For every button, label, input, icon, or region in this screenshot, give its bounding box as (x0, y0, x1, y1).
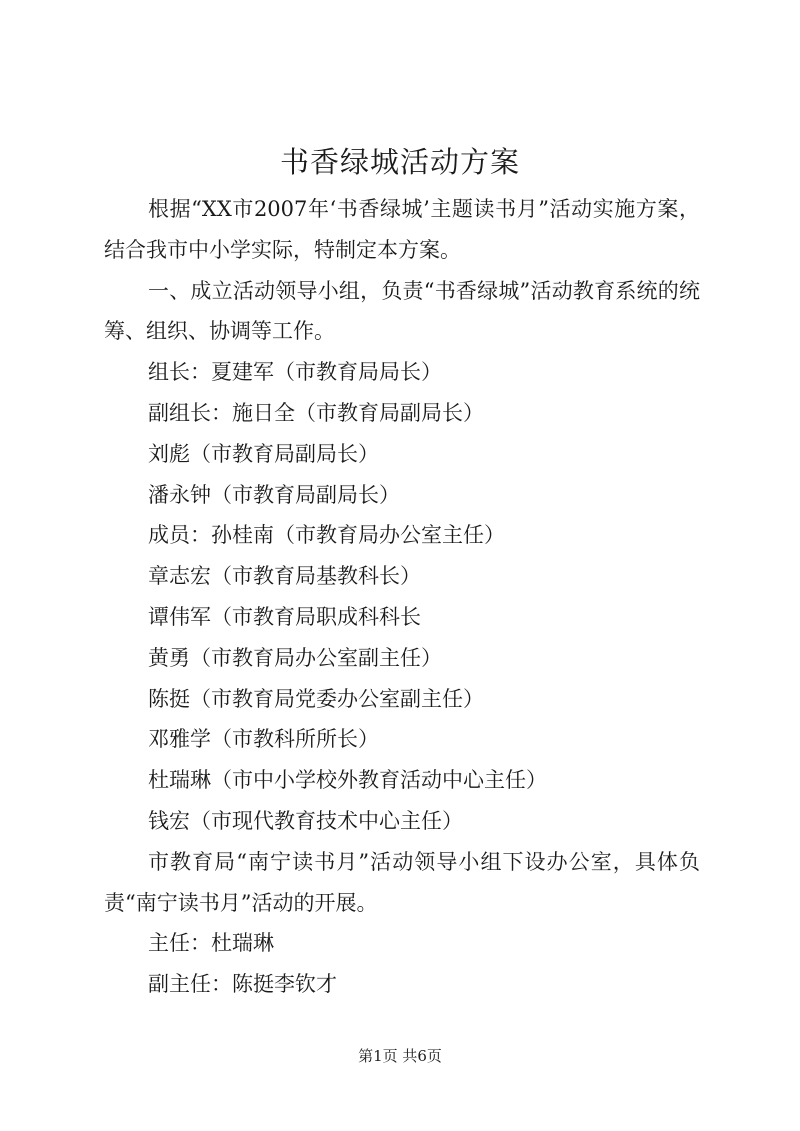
paragraph-leader: 组长：夏建军（市教育局局长） (148, 360, 442, 385)
paragraph-member-zhang: 章志宏（市教育局基教科长） (148, 564, 421, 589)
paragraph-office-director: 主任：杜瑞琳 (148, 931, 274, 956)
document-title: 书香绿城活动方案 (279, 145, 520, 179)
paragraph-member-tan: 谭伟军（市教育局职成科科长 (148, 604, 421, 629)
paragraph-member-liu: 刘彪（市教育局副局长） (148, 441, 379, 466)
paragraph-member-deng: 邓雅学（市教科所所长） (148, 727, 379, 752)
document-body (104, 189, 700, 1005)
paragraph-member-du: 杜瑞琳（市中小学校外教育活动中心主任） (148, 768, 547, 793)
page-footer: 第1页 共6页 (358, 1047, 442, 1065)
paragraph-member-chen: 陈挺（市教育局党委办公室副主任） (148, 686, 484, 711)
paragraph-member-qian: 钱宏（市现代教育技术中心主任） (148, 808, 463, 833)
paragraph-member-huang: 黄勇（市教育局办公室副主任） (148, 645, 442, 670)
paragraph-member-pan: 潘永钟（市教育局副局长） (148, 482, 400, 507)
paragraph-members: 成员：孙桂南（市教育局办公室主任） (148, 523, 505, 548)
paragraph-intro: 根据“XX市2007年‘书香绿城’主题读书月”活动实施方案，结合我市中小学实际，特制定本方案。 (104, 197, 700, 262)
paragraph-office-deputy: 副主任：陈挺李钦才 (148, 972, 337, 997)
paragraph-deputy-leader: 副组长：施日全（市教育局副局长） (148, 400, 484, 425)
paragraph-office: 市教育局“南宁读书月”活动领导小组下设办公室，具体负责“南宁读书月”活动的开展。 (104, 849, 700, 915)
paragraph-section-one: 一、成立活动领导小组，负责“书香绿城”活动教育系统的统筹、组织、协调等工作。 (104, 278, 700, 344)
